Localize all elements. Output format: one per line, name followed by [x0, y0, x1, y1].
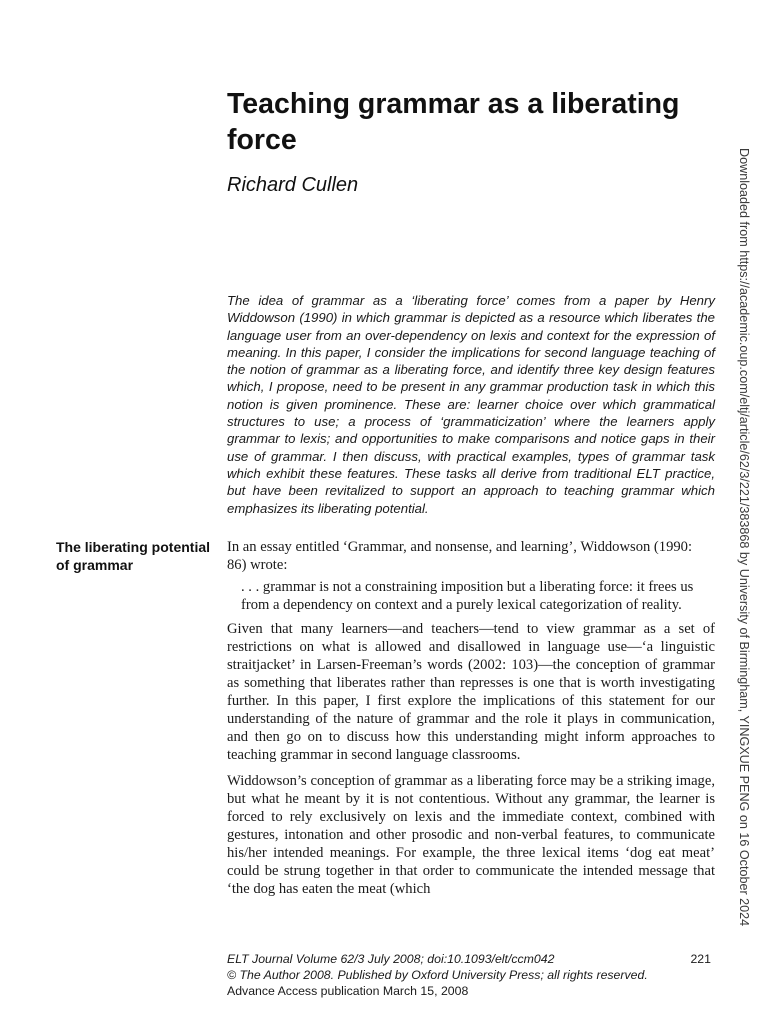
body-paragraph: Given that many learners—and teachers—tend to view grammar as a set of restrictions on what is allowed and disallowed in language use—‘a linguistic straitjacket’ in Larsen-Freeman’s words (2002: 103)—the conception of grammar as something that liberates rather than represses is one that is worth investigating further. In this paper, I first explore the implications of this statement for our understanding of the nature of grammar and the role it plays in communication, and then go on to discuss how this understanding might inform approaches to teaching grammar in second language classrooms. — [227, 621, 715, 763]
section-body — [227, 538, 715, 898]
intro-paragraph: In an essay entitled ‘Grammar, and nonsense, and learning’, Widdowson (1990: 86) wrote: — [227, 539, 693, 573]
copyright-notice: © The Author 2008. Published by Oxford University Press; all rights reserved. — [227, 968, 648, 982]
body-paragraph: Widdowson’s conception of grammar as a liberating force may be a striking image, but what he meant by it is not contentious. Without any grammar, the learner is forced to rely exclusively on lexis and the immediate context, combined with gestures, intonation and other prosodic and non-verbal features, to communicate his/her intended meanings. For example, the three lexical items ‘dog eat meat’ could be strung together in that order to communicate the intended message that ‘the dog has eaten the meat (which — [227, 773, 715, 897]
author-name: Richard Cullen — [227, 174, 359, 196]
page-footer — [227, 951, 715, 999]
article-title: Teaching grammar as a liberating force — [227, 88, 680, 156]
block-quote: . . . grammar is not a constraining imposition but a liberating force: it frees us from a dependency on context and a purely lexical categorization of reality. — [241, 579, 694, 613]
download-watermark: Downloaded from https://academic.oup.com/eltj/article/62/3/221/383868 by University of Birmingham, YINGXUE PENG on 16 October 2024 — [737, 148, 751, 927]
journal-citation: ELT Journal Volume 62/3 July 2008; doi:10.1093/elt/ccm042 — [227, 952, 555, 966]
advance-access-note: Advance Access publication March 15, 2008 — [227, 984, 469, 998]
section-heading: The liberating potential of grammar — [56, 539, 211, 573]
abstract: The idea of grammar as a ‘liberating force’ comes from a paper by Henry Widdowson (1990) in which grammar is depicted as a resource which liberates the language user from an over-dependency on lexis and context for the expression of meaning. In this paper, I consider the implications for second language teaching of the notion of grammar as a liberating force, and identify three key design features which, I propose, need to be present in any grammar production task in which this notion is given prominence. These are: learner choice over which grammatical structures to use; a process of ‘grammaticization’ where the learners apply grammar to lexis; and opportunities to make comparisons and notice gaps in their use of grammar. I then discuss, with practical examples, types of grammar task which exhibit these features. These tasks all derive from traditional ELT practice, but have been revitalized to support an approach to teaching grammar which emphasizes its liberating potential. — [227, 293, 715, 516]
page-number: 221 — [690, 952, 711, 966]
